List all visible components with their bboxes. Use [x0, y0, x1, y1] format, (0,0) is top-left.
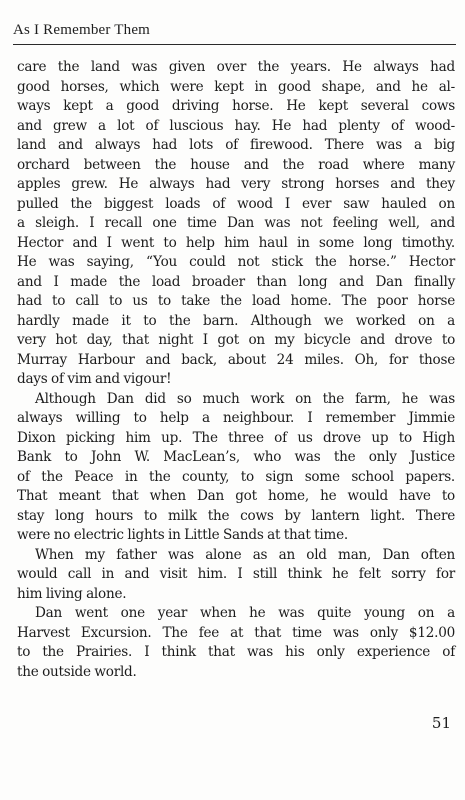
text-line: stay long hours to milk the cows by lantern light. There — [17, 507, 455, 524]
text-line: of the Peace in the county, to sign some school papers. — [17, 468, 455, 485]
text-line: orchard between the house and the road where many — [17, 156, 455, 173]
text-line: Harvest Excursion. The fee at that time was only $12.00 — [17, 624, 455, 641]
text-line: pulled the biggest loads of wood I ever saw hauled on — [17, 195, 455, 212]
text-line: to the Prairies. I think that was his only experience of — [17, 644, 455, 660]
text-line: were no electric lights in Little Sands at that time. — [17, 527, 348, 543]
text-line: Murray Harbour and back, about 24 miles. Oh, for those — [17, 351, 455, 368]
text-line: very hot day, that night I got on my bicycle and drove to — [17, 332, 455, 348]
text-line: He was saying, “You could not stick the horse.” Hector — [17, 254, 455, 270]
text-line: would call in and visit him. I still think he felt sorry for — [17, 566, 455, 582]
text-line: Although Dan did so much work on the farm, he was — [35, 390, 455, 407]
text-line: Dixon picking him up. The three of us drove up to High — [17, 429, 455, 446]
text-line: days of vim and vigour! — [17, 371, 172, 387]
text-line: care the land was given over the years. He always had — [17, 59, 455, 75]
paragraph — [17, 58, 455, 390]
text-line: a sleigh. I recall one time Dan was not feeling well, and — [17, 215, 455, 231]
text-line: Bank to John W. MacLean’s, who was the only Justice — [17, 449, 455, 465]
text-line: Dan went one year when he was quite young on a — [35, 605, 455, 621]
body-text — [17, 58, 455, 682]
text-line: land and always had lots of firewood. There was a big — [17, 137, 455, 153]
text-line: Hector and I went to help him haul in some long timothy. — [17, 234, 455, 251]
text-line: apples grew. He always had very strong horses and they — [17, 176, 455, 192]
text-line: good horses, which were kept in good shape, and he al- — [17, 78, 455, 95]
text-line: and grew a lot of luscious hay. He had plenty of wood- — [17, 117, 455, 134]
text-line: When my father was alone as an old man, Dan often — [35, 546, 455, 563]
paragraph — [17, 390, 455, 546]
header-rule — [13, 44, 456, 45]
text-line: That meant that when Dan got home, he would have to — [17, 488, 455, 504]
text-line: the outside world. — [17, 663, 137, 680]
text-line: ways kept a good driving horse. He kept several cows — [17, 98, 455, 114]
text-line: always willing to help a neighbour. I remember Jimmie — [17, 410, 455, 426]
running-head-title: As I Remember Them — [13, 22, 151, 38]
text-line: had to call to us to take the load home. The poor horse — [17, 293, 455, 309]
text-line: hardly made it to the barn. Although we worked on a — [17, 312, 455, 329]
paragraph — [17, 546, 455, 605]
text-line: and I made the load broader than long and Dan finally — [17, 273, 455, 290]
page-number: 51 — [431, 714, 451, 732]
paragraph — [17, 604, 455, 682]
text-line: him living alone. — [17, 585, 127, 602]
